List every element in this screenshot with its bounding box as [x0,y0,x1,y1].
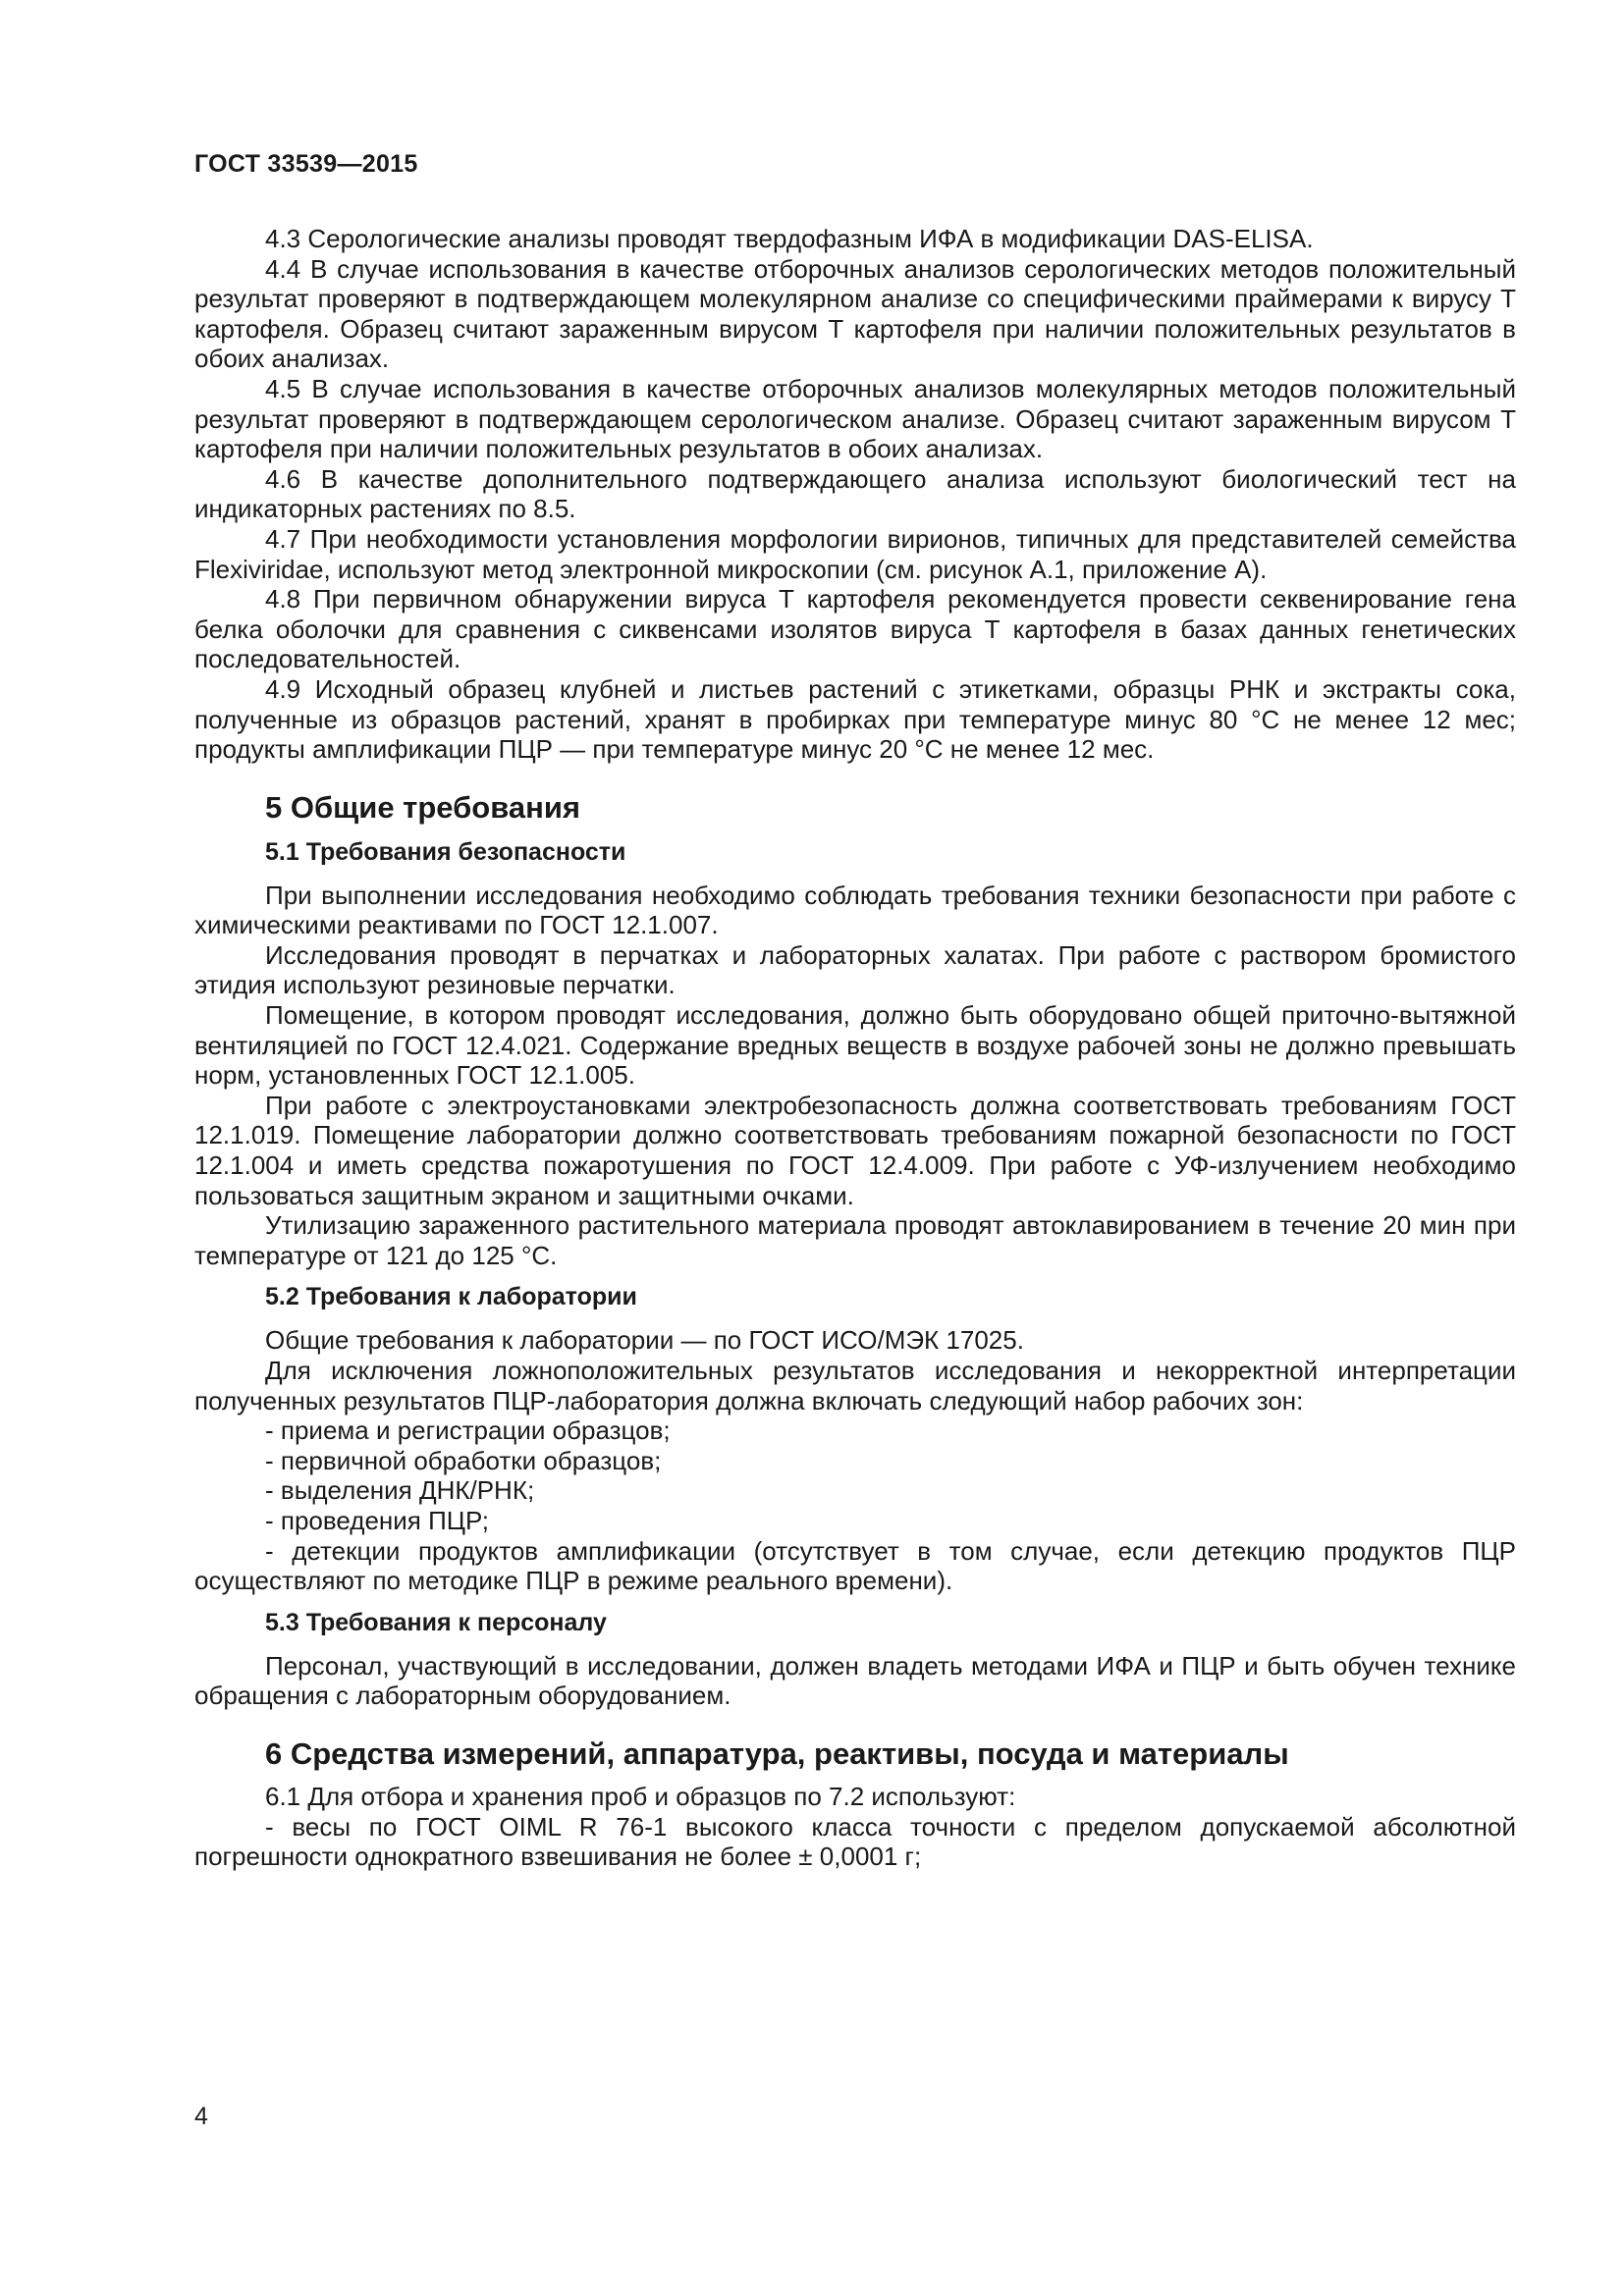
section-5-heading: 5 Общие требования [265,789,580,825]
page-number: 4 [194,2103,208,2130]
paragraph-4-6: 4.6 В качестве дополнительного подтверждающего анализа используют биологический тест на индикаторных растениях по 8.5. [194,463,1516,524]
paragraph-6-1: 6.1 Для отбора и хранения проб и образцов по 7.2 используют: [265,1781,1016,1811]
document-id-header: ГОСТ 33539—2015 [194,150,418,178]
subsection-5-3-heading: 5.3 Требования к персоналу [265,1608,607,1636]
list-item: - приема и регистрации образцов; [265,1415,671,1446]
paragraph-5-1-4: При работе с электроустановками электробезопасность должна соответствовать требованиям ГОСТ 12.1.019. Помещение лаборатории должно соответствовать требованиям пожарной безопасности по ГОСТ 12.1.004 и иметь средства пожаротушения по ГОСТ 12.4.009. При работе с УФ-излучением необходимо пользоваться защитным экраном и защитными очками. [194,1090,1516,1210]
list-item: - детекции продуктов амплификации (отсутствует в том случае, если детекцию продуктов ПЦР осуществляют по методике ПЦР в режиме реального времени). [194,1535,1516,1596]
subsection-5-2-heading: 5.2 Требования к лаборатории [265,1283,637,1311]
list-item: - первичной обработки образцов; [265,1445,662,1475]
paragraph-4-7: 4.7 При необходимости установления морфологии вирионов, типичных для представителей семейства Flexiviridae, используют метод электронной микроскопии (см. рисунок А.1, приложение А). [194,523,1516,584]
document-body [194,224,1516,1872]
paragraph-5-1-1: При выполнении исследования необходимо соблюдать требования техники безопасности при работе с химическими реактивами по ГОСТ 12.1.007. [194,880,1516,940]
paragraph-4-8: 4.8 При первичном обнаружении вируса Т картофеля рекомендуется провести секвенирование гена белка оболочки для сравнения с сиквенсами изолятов вируса Т картофеля в базах данных генетических последовательностей. [194,584,1516,674]
paragraph-5-1-3: Помещение, в котором проводят исследования, должно быть оборудовано общей приточно-вытяжной вентиляцией по ГОСТ 12.4.021. Содержание вредных веществ в воздухе рабочей зоны не должно превышать норм, установленных ГОСТ 12.1.005. [194,1000,1516,1091]
paragraph-5-1-5: Утилизацию зараженного растительного материала проводят автоклавированием в течение 20 мин при температуре от 121 до 125 °С. [194,1210,1516,1270]
paragraph-4-4: 4.4 В случае использования в качестве отборочных анализов серологических методов положительный результат проверяют в подтверждающем молекулярном анализе со специфическими праймерами к вирусу Т картофеля. Образец считают зараженным вирусом Т картофеля при наличии положительных результатов в обоих анализах. [194,253,1516,374]
paragraph-6-1-item: - весы по ГОСТ OIML R 76-1 высокого класса точности с пределом допускаемой абсолютной погрешности однократного взвешивания не более ± 0,0001 г; [194,1811,1516,1872]
list-item: - проведения ПЦР; [265,1505,490,1535]
subsection-5-1-heading: 5.1 Требования безопасности [265,837,626,866]
paragraph-4-9: 4.9 Исходный образец клубней и листьев растений с этикетками, образцы РНК и экстракты сока, полученные из образцов растений, хранят в пробирках при температуре минус 80 °С не менее 12 мес; продукты амплификации ПЦР — при температуре минус 20 °С не менее 12 мес. [194,673,1516,765]
paragraph-4-3: 4.3 Серологические анализы проводят твердофазным ИФА в модификации DAS-ELISA. [265,224,1314,253]
paragraph-4-5: 4.5 В случае использования в качестве отборочных анализов молекулярных методов положительный результат проверяют в подтверждающем серологическом анализе. Образец считают зараженным вирусом Т картофеля при наличии положительных результатов в обоих анализах. [194,373,1516,464]
list-item: - выделения ДНК/РНК; [265,1475,535,1506]
paragraph-5-2-1: Общие требования к лаборатории — по ГОСТ ИСО/МЭК 17025. [265,1325,1024,1356]
paragraph-5-1-2: Исследования проводят в перчатках и лабораторных халатах. При работе с раствором бромистого этидия используют резиновые перчатки. [194,939,1516,1000]
paragraph-5-3-1: Персонал, участвующий в исследовании, должен владеть методами ИФА и ПЦР и быть обучен технике обращения с лабораторным оборудованием. [194,1650,1516,1711]
paragraph-5-2-2: Для исключения ложноположительных результатов исследования и некорректной интерпретации полученных результатов ПЦР-лаборатория должна включать следующий набор рабочих зон: [194,1356,1516,1415]
section-6-heading: 6 Средства измерений, аппаратура, реактивы, посуда и материалы [265,1735,1289,1771]
